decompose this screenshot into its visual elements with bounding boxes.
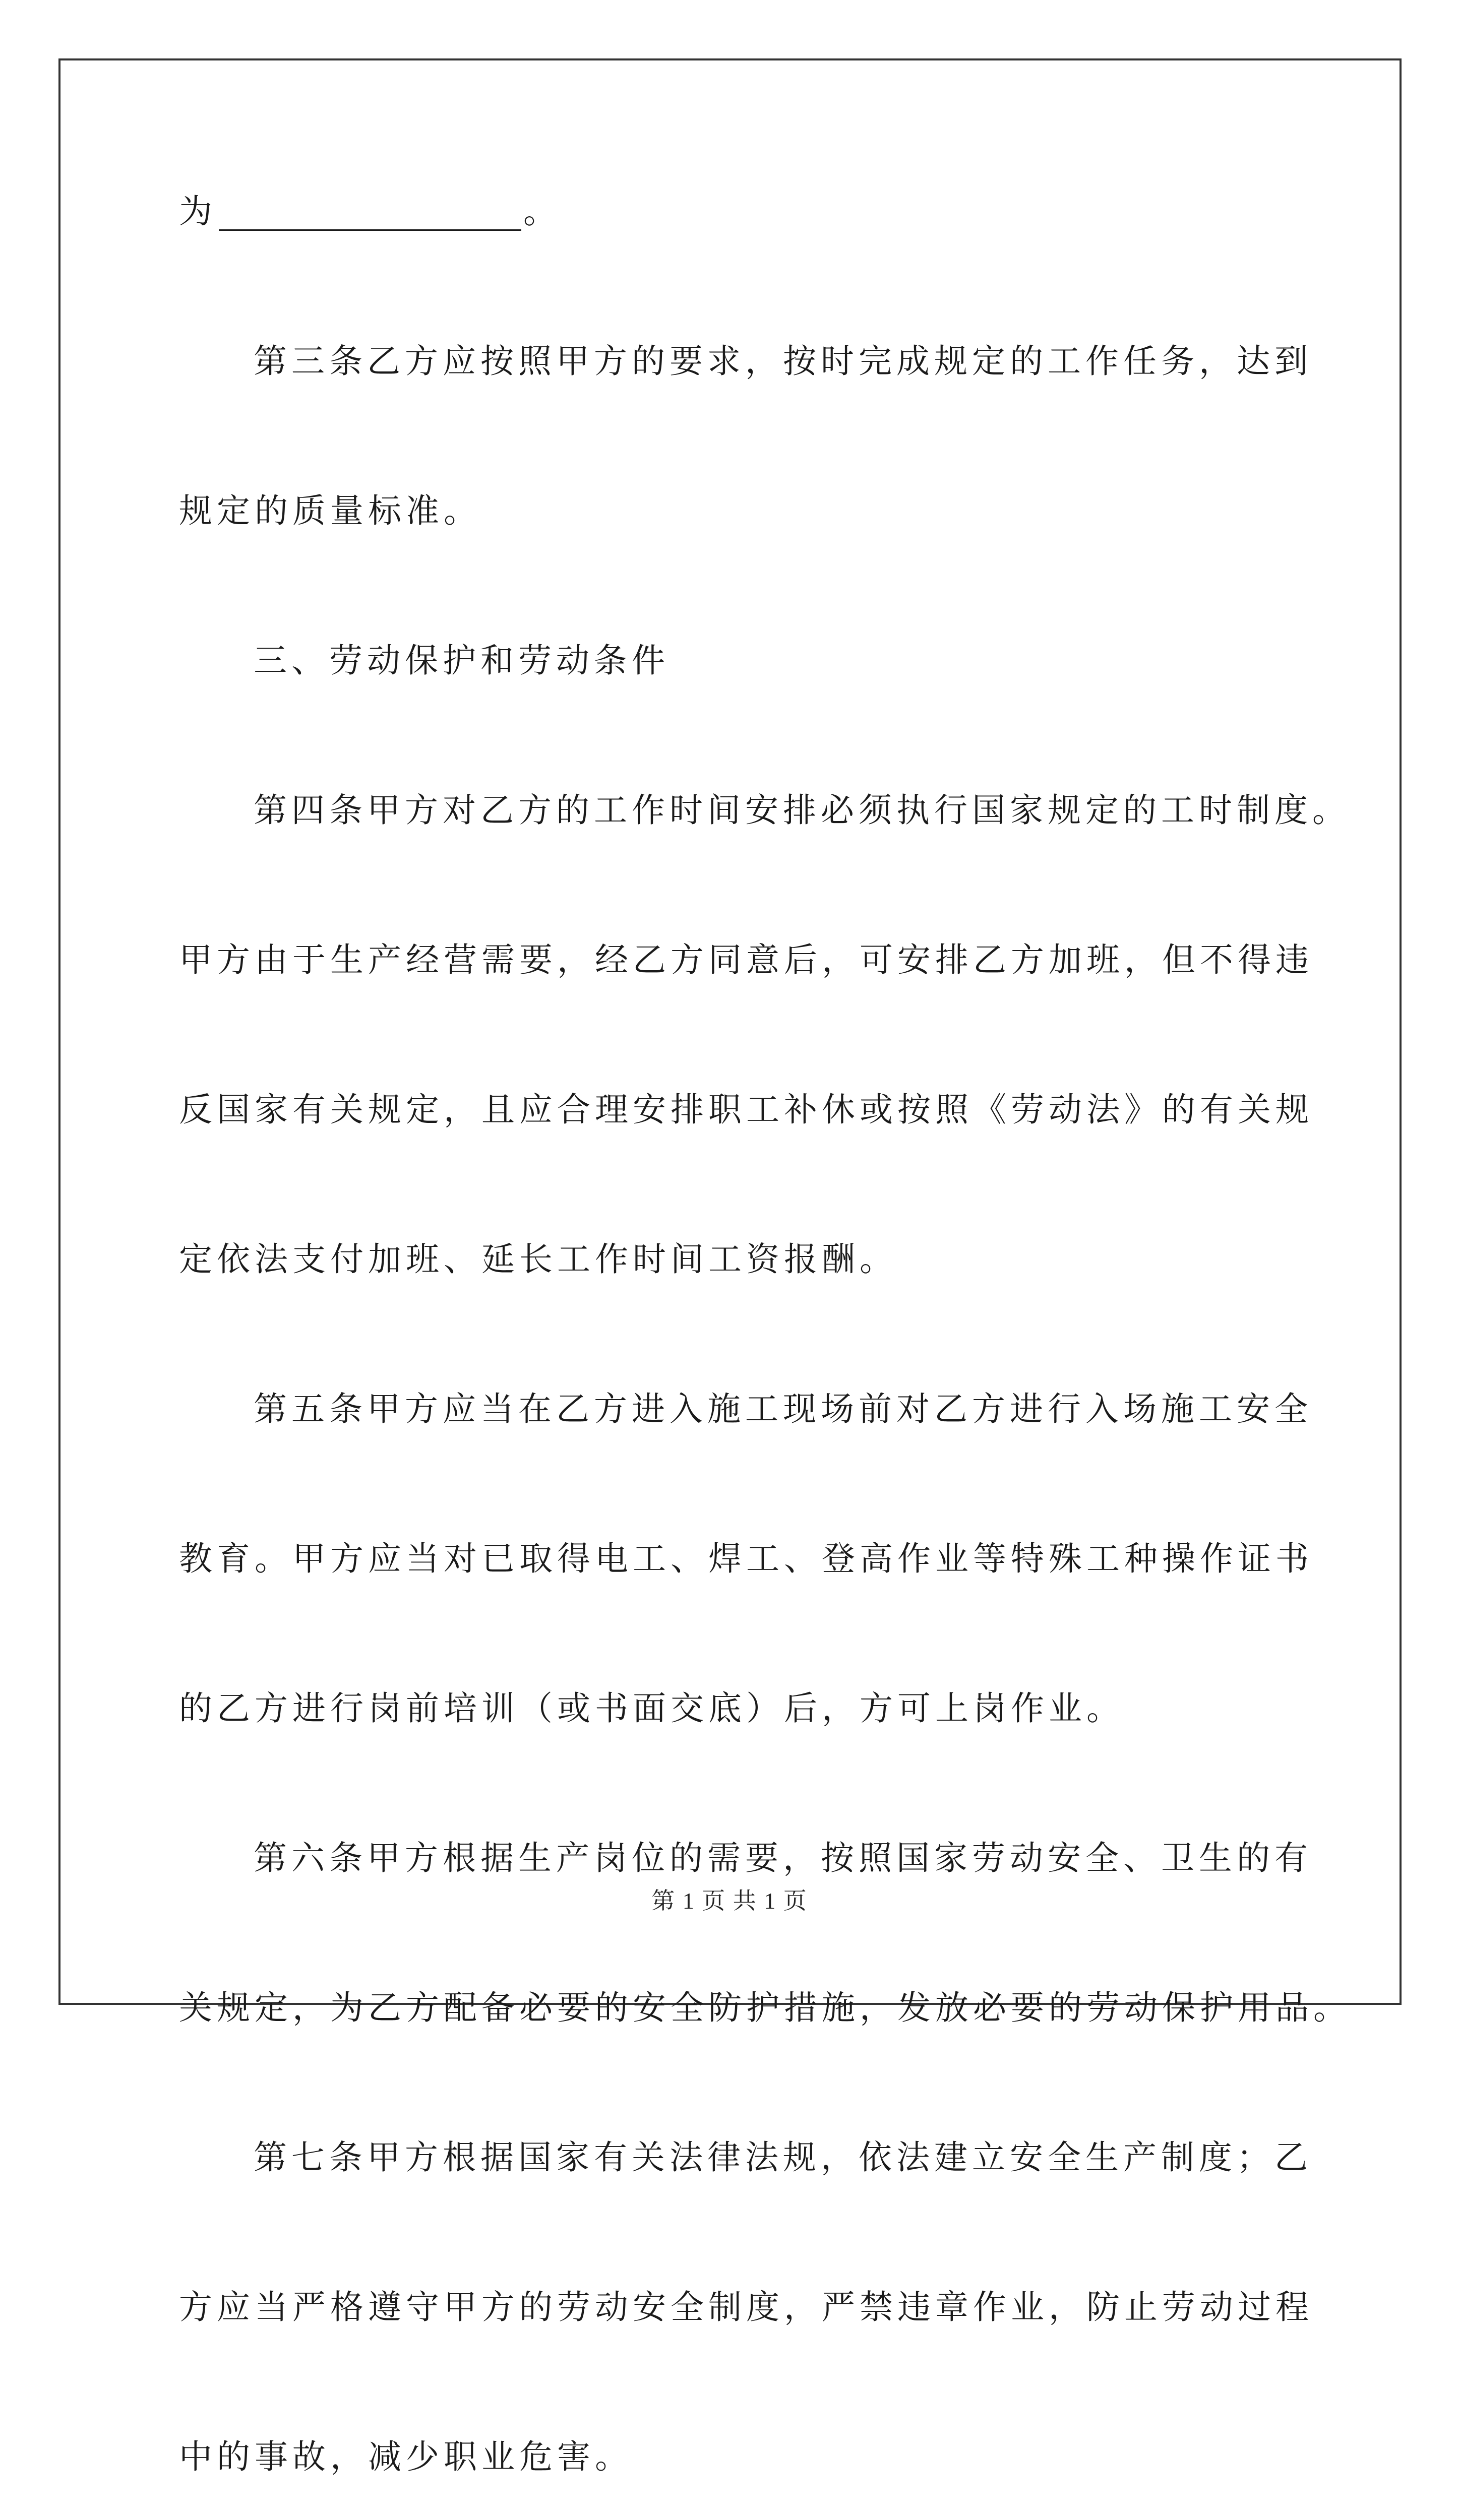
page-number-footer: 第 1 页 共 1 页 — [651, 1888, 808, 1914]
article-4-line-3: 反国家有关规定，且应合理安排职工补休或按照《劳动法》的有关规 — [179, 1090, 1313, 1129]
fill-in-blank[interactable] — [219, 196, 521, 231]
article-7-line-1: 第七条甲方根据国家有关法律法规，依法建立安全生产制度；乙 — [254, 2138, 1312, 2177]
article-4-line-4: 定依法支付加班、延长工作时间工资报酬。 — [179, 1240, 897, 1279]
article-5-line-3: 的乙方进行岗前培训（或书面交底）后，方可上岗作业。 — [179, 1689, 1124, 1728]
line-suffix: 。 — [523, 192, 561, 231]
article-3-line-2: 规定的质量标准。 — [179, 491, 481, 530]
article-6-line-2: 关规定，为乙方配备必要的安全防护措施，发放必要的劳动保护用品。 — [179, 1988, 1351, 2027]
article-5-line-1: 第五条甲方应当在乙方进入施工现场前对乙方进行入场施工安全 — [254, 1390, 1312, 1428]
document-body — [179, 186, 1351, 2520]
article-5-line-2: 教育。甲方应当对已取得电工、焊工、登高作业等特殊工种操作证书 — [179, 1539, 1313, 1578]
paragraph-line — [179, 186, 1283, 237]
article-7-line-2: 方应当严格遵守甲方的劳动安全制度，严禁违章作业，防止劳动过程 — [179, 2288, 1313, 2326]
article-3-line-1: 第三条乙方应按照甲方的要求，按时完成规定的工作任务，达到 — [254, 342, 1312, 381]
article-4-line-1: 第四条甲方对乙方的工作时间安排必须执行国家规定的工时制度。 — [254, 791, 1350, 830]
line-text: 为 — [179, 192, 217, 231]
section-heading-labor-protection: 三、劳动保护和劳动条件 — [254, 641, 670, 680]
article-6-line-1: 第六条甲方根据生产岗位的需要，按照国家劳动安全、卫生的有 — [254, 1839, 1312, 1877]
article-7-line-3: 中的事故，减少职业危害。 — [179, 2437, 633, 2476]
article-4-line-2: 甲方由于生产经营需要，经乙方同意后，可安排乙方加班，但不得违 — [179, 940, 1313, 979]
